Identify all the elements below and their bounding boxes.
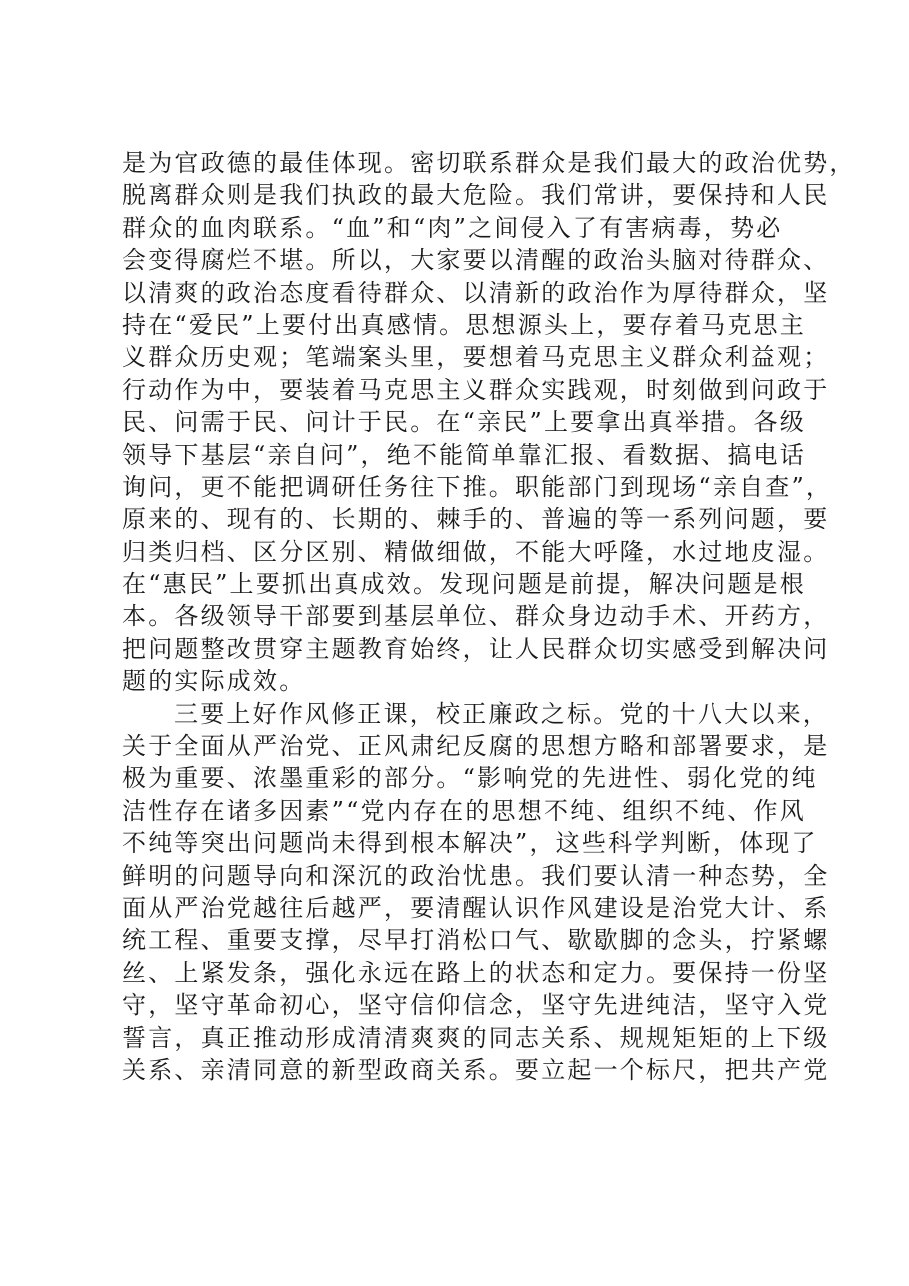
text-line: 在“惠民”上要抓出真成效。发现问题是前提，解决问题是根 (122, 570, 806, 599)
text-line: 洁性存在诸多因素”“党内存在的思想不纯、组织不纯、作风 (122, 796, 806, 825)
text-line: 持在“爱民”上要付出真感情。思想源头上，要存着马克思主 (122, 310, 806, 339)
text-line: 会变得腐烂不堪。所以，大家要以清醒的政治头脑对待群众、 (122, 246, 830, 275)
text-line: 领导下基层“亲自问”，绝不能简单靠汇报、看数据、搞电话 (122, 440, 806, 469)
body-text (122, 147, 856, 1086)
text-line: 归类归档、区分区别、精做细做，不能大呼隆，水过地皮湿。 (122, 537, 830, 566)
text-line: 极为重要、浓墨重彩的部分。“影响党的先进性、弱化党的纯 (122, 764, 818, 793)
text-line: 民、问需于民、问计于民。在“亲民”上要拿出真举措。各级 (122, 408, 806, 437)
text-line: 丝、上紧发条，强化永远在路上的状态和定力。要保持一份坚 (122, 958, 830, 987)
text-line: 本。各级领导干部要到基层单位、群众身边动手术、开药方， (122, 602, 830, 631)
text-line: 群众的血肉联系。“血”和“肉”之间侵入了有害病毒，势必 (122, 213, 783, 242)
text-line: 行动作为中，要装着马克思主义群众实践观，时刻做到问政于 (122, 375, 830, 404)
text-line: 原来的、现有的、长期的、棘手的、普遍的等一系列问题，要 (122, 505, 830, 534)
text-line: 不纯等突出问题尚未得到根本解决”，这些科学判断，体现了 (122, 829, 818, 858)
paragraph-first-line: 三要上好作风修正课，校正廉政之标。党的十八大以来， (174, 699, 829, 728)
text-line: 关于全面从严治党、正风肃纪反腐的思想方略和部署要求，是 (122, 732, 830, 761)
text-line: 以清爽的政治态度看待群众、以清新的政治作为厚待群众，坚 (122, 278, 830, 307)
text-line: 询问，更不能把调研任务往下推。职能部门到现场“亲自查”， (122, 472, 833, 501)
text-line: 鲜明的问题导向和深沉的政治忧患。我们要认清一种态势，全 (122, 861, 830, 890)
text-line: 统工程、重要支撑，尽早打消松口气、歇歇脚的念头，拧紧螺 (122, 926, 830, 955)
text-line: 是为官政德的最佳体现。密切联系群众是我们最大的政治优势， (122, 149, 856, 177)
text-line: 面从严治党越往后越严，要清醒认识作风建设是治党大计、系 (122, 893, 830, 922)
text-line: 义群众历史观；笔端案头里，要想着马克思主义群众利益观； (122, 343, 830, 372)
text-line: 把问题整改贯穿主题教育始终，让人民群众切实感受到解决问 (122, 634, 830, 663)
text-line: 誓言，真正推动形成清清爽爽的同志关系、规规矩矩的上下级 (122, 1023, 830, 1052)
text-line: 守，坚守革命初心，坚守信仰信念，坚守先进纯洁，坚守入党 (122, 991, 830, 1020)
text-line: 题的实际成效。 (122, 667, 306, 696)
text-line: 脱离群众则是我们执政的最大危险。我们常讲，要保持和人民 (122, 181, 830, 210)
text-line: 关系、亲清同意的新型政商关系。要立起一个标尺，把共产党 (122, 1055, 830, 1084)
